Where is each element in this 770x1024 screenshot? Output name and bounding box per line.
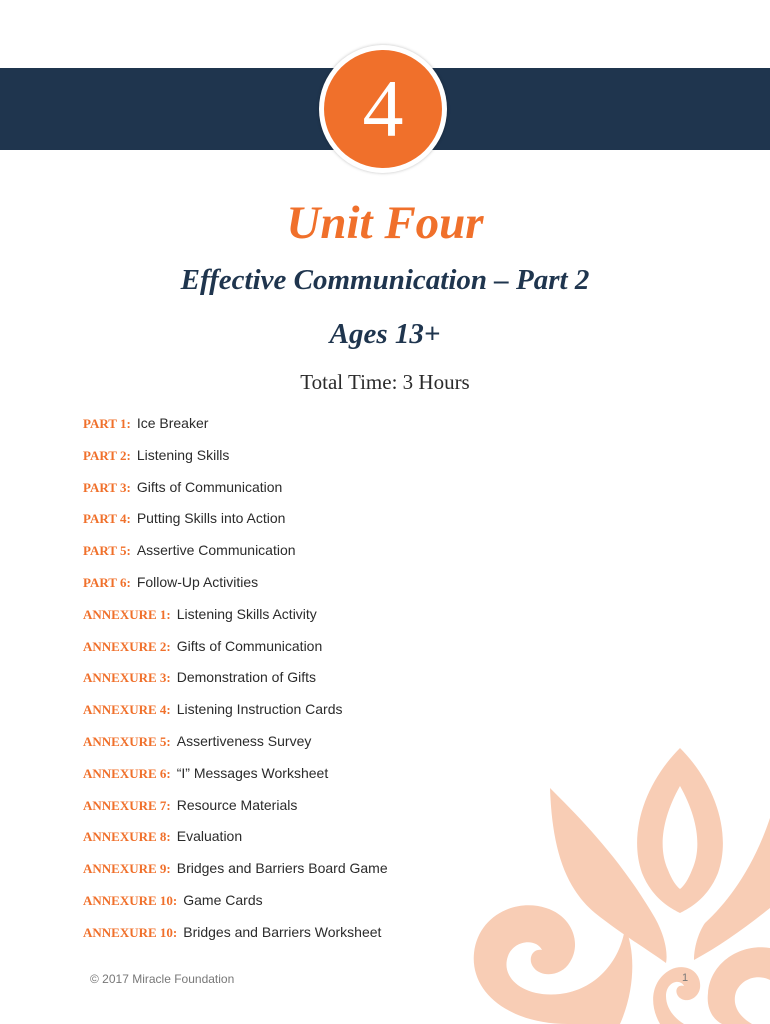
toc-text: Listening Skills Activity bbox=[176, 605, 317, 622]
toc-item bbox=[83, 571, 388, 603]
toc-label: ANNEXURE 10: bbox=[83, 924, 178, 940]
toc-text: Assertiveness Survey bbox=[176, 732, 312, 749]
toc-label: PART 6: bbox=[83, 574, 131, 590]
toc-item bbox=[83, 635, 388, 667]
toc-label: ANNEXURE 5: bbox=[83, 733, 171, 749]
toc-item bbox=[83, 889, 388, 921]
toc-label: PART 5: bbox=[83, 543, 131, 559]
toc-label: ANNEXURE 3: bbox=[83, 670, 171, 686]
toc-item bbox=[83, 476, 388, 508]
toc-item bbox=[83, 762, 388, 794]
toc-item bbox=[83, 666, 388, 698]
toc-label: ANNEXURE 8: bbox=[83, 829, 171, 845]
toc-item bbox=[83, 603, 388, 635]
toc-item bbox=[83, 507, 388, 539]
toc-item bbox=[83, 539, 388, 571]
toc-label: PART 3: bbox=[83, 479, 131, 495]
toc-item bbox=[83, 412, 388, 444]
toc-text: Listening Instruction Cards bbox=[176, 701, 343, 718]
toc-text: Resource Materials bbox=[176, 796, 298, 813]
toc-item bbox=[83, 794, 388, 826]
toc-label: ANNEXURE 7: bbox=[83, 797, 171, 813]
total-time: Total Time: 3 Hours bbox=[300, 370, 470, 394]
toc-item bbox=[83, 444, 388, 476]
unit-number-badge: 4 bbox=[324, 50, 442, 168]
toc-label: PART 1: bbox=[83, 416, 131, 431]
toc-item bbox=[83, 857, 388, 889]
toc-item bbox=[83, 698, 388, 730]
toc-item bbox=[83, 825, 388, 857]
toc-label: ANNEXURE 6: bbox=[83, 765, 171, 781]
toc-text: Putting Skills into Action bbox=[136, 510, 286, 527]
toc-text: Listening Skills bbox=[136, 446, 230, 463]
toc-text: “I” Messages Worksheet bbox=[176, 764, 329, 781]
toc-label: ANNEXURE 10: bbox=[83, 892, 178, 908]
toc-text: Follow-Up Activities bbox=[136, 573, 259, 590]
toc-label: PART 4: bbox=[83, 511, 131, 527]
toc-label: ANNEXURE 2: bbox=[83, 638, 171, 654]
toc-text: Evaluation bbox=[176, 828, 243, 845]
unit-title: Unit Four bbox=[286, 197, 484, 249]
toc-label: ANNEXURE 4: bbox=[83, 702, 171, 718]
toc-text: Bridges and Barriers Worksheet bbox=[183, 923, 382, 940]
toc-item bbox=[83, 921, 388, 953]
toc-item bbox=[83, 730, 388, 762]
unit-subtitle: Effective Communication – Part 2 bbox=[180, 264, 590, 296]
age-range: Ages 13+ bbox=[329, 318, 441, 350]
toc-text: Ice Breaker bbox=[136, 415, 209, 431]
toc-text: Game Cards bbox=[183, 891, 263, 908]
lotus-swirl-icon bbox=[470, 748, 770, 1024]
toc-text: Assertive Communication bbox=[136, 542, 296, 559]
toc-text: Bridges and Barriers Board Game bbox=[176, 860, 388, 877]
toc-text: Gifts of Communication bbox=[136, 478, 283, 495]
toc-label: ANNEXURE 1: bbox=[83, 606, 171, 622]
footer-copyright: © 2017 Miracle Foundation bbox=[90, 972, 235, 986]
toc-label: PART 2: bbox=[83, 447, 131, 463]
toc-text: Demonstration of Gifts bbox=[176, 669, 317, 686]
table-of-contents bbox=[83, 412, 388, 953]
toc-text: Gifts of Communication bbox=[176, 637, 323, 654]
page-number: 1 bbox=[682, 972, 689, 984]
toc-label: ANNEXURE 9: bbox=[83, 861, 171, 877]
